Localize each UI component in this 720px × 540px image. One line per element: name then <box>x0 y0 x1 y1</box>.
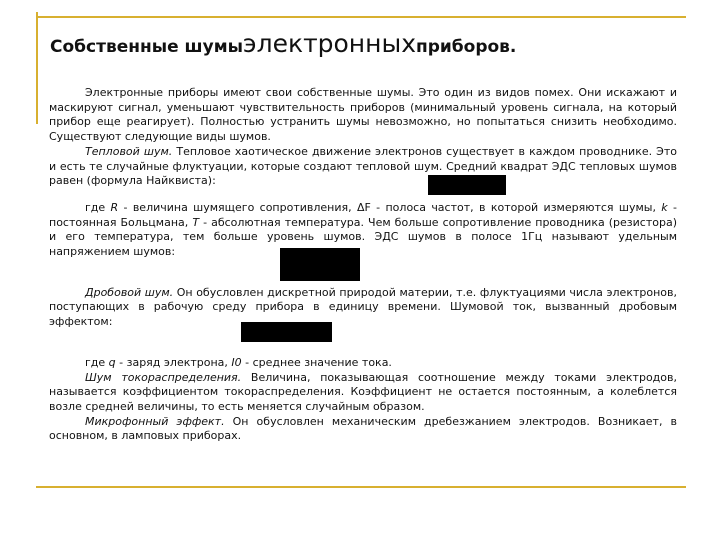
paragraph-thermal-noise: Тепловой шум. Тепловое хаотическое движение электронов существует в каждом проводнике. Это и есть те случайные флуктуации, которые создают тепловой шум. Средний квадрат ЭДС тепловых шумов равен (формула Найквиста): <box>49 144 678 188</box>
accent-rule-bottom <box>36 486 686 488</box>
slide-title <box>50 28 690 68</box>
paragraph-partition-noise: Шум токораспределения. Величина, показывающая соотношение между токами электродов, называется коэффициентом токораспределения. Коэффициент не остается постоянным, а колеблется возле средней величины, то есть меняется случайным образом. <box>49 370 677 413</box>
paragraph-shot-where: где q - заряд электрона, I0 - среднее значение тока. <box>85 355 392 369</box>
title-part-3: приборов. <box>410 37 517 57</box>
title-part-1: Собственные шумы <box>50 37 249 57</box>
term-partition-noise: Шум токораспределения. <box>85 370 242 384</box>
formula-image-nyquist <box>428 175 506 195</box>
paragraph-shot-noise: Дробовой шум. Он обусловлен дискретной природой материи, т.е. флуктуациями числа электронов, поступающих в рабочую среду прибора в единицу времени. Шумовой ток, вызванный дробовым эффектом: <box>49 285 677 329</box>
paragraph-microphonic: Микрофонный эффект. Он обусловлен механическим дребезжанием электродов. Возникает, в основном, в ламповых приборах. <box>49 414 677 443</box>
formula-image-shot-noise <box>241 322 332 342</box>
accent-rule-vertical <box>36 12 38 124</box>
term-microphonic-effect: Микрофонный эффект. <box>85 414 225 428</box>
paragraph-intro: Электронные приборы имеют свои собственные шумы. Это один из видов помех. Они искажают и маскируют сигнал, уменьшают чувствительность приборов (минимальный уровень сигнала, на который прибор еще реагирует). Полностью устранить шумы невозможно, но попытаться снизить необходимо. Существуют следующие виды шумов. <box>49 86 677 144</box>
formula-image-specific-noise <box>280 248 360 281</box>
title-part-2: электронных <box>242 29 417 58</box>
paragraph-nyquist-where: где R - величина шумящего сопротивления, ΔF - полоса частот, в которой измеряются шумы, k - постоянная Больцмана, T - абсолютная температура. Чем больше сопротивление проводника (резистора) и его температура, тем больше уровень шумов. ЭДС шумов в полосе 1Гц называют удельным напряжением шумов: <box>49 200 677 259</box>
accent-rule-top <box>36 16 686 18</box>
term-shot-noise: Дробовой шум. <box>85 285 174 299</box>
body-text <box>49 86 677 444</box>
term-thermal-noise: Тепловой шум. <box>85 144 173 158</box>
